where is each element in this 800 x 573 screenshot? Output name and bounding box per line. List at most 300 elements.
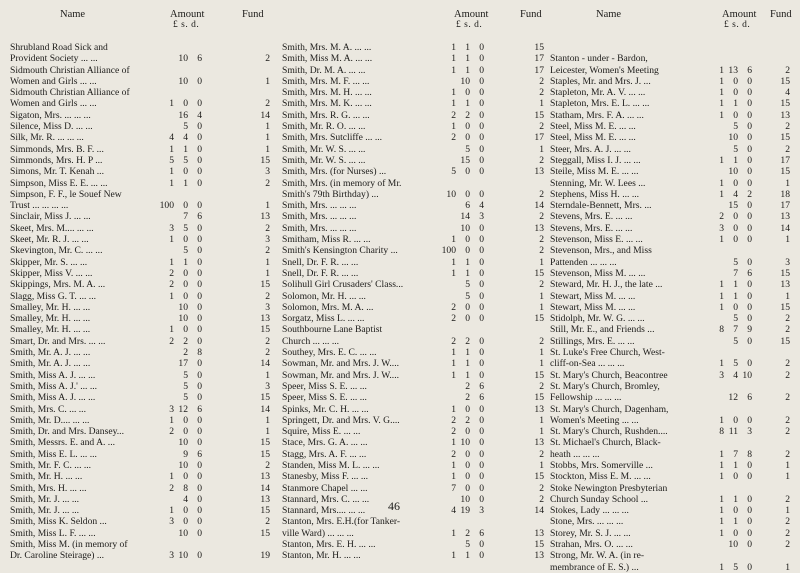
amount-pence: 0 (197, 459, 202, 471)
entry-name: St. Mary's Church, Beacontree (550, 369, 668, 381)
amount-shillings: 10 (460, 222, 470, 234)
amount-pounds: 3 (169, 403, 174, 415)
entry-row (282, 290, 544, 302)
fund-number: 2 (539, 380, 544, 392)
amount-pounds: 1 (169, 177, 174, 189)
amount-pounds: 1 (719, 493, 724, 505)
entry-name: Stephens, Miss H. ... ... (550, 188, 640, 200)
amount-pence: 0 (197, 414, 202, 426)
fund-number: 13 (534, 166, 544, 178)
amount-pence: 0 (747, 211, 752, 223)
amount-pence: 0 (747, 154, 752, 166)
entry-row (10, 494, 272, 505)
entry-row (550, 313, 790, 324)
entry-row (10, 98, 272, 109)
entry-name: Smith, Mr. W. S. ... ... (282, 154, 366, 166)
amount-shillings: 1 (183, 256, 188, 268)
amount-pounds: 1 (451, 267, 456, 279)
amount-pounds: 1 (719, 154, 724, 166)
fund-number: 17 (534, 53, 544, 65)
amount-shillings: 15 (728, 200, 738, 212)
amount-pence: 0 (479, 290, 484, 302)
entry-name: Stannard, Mrs. C. ... ... (282, 493, 370, 505)
entry-row (550, 381, 790, 392)
amount-shillings: 0 (733, 234, 738, 246)
entry-name: Pattenden ... ... ... (550, 256, 617, 268)
amount-shillings: 2 (465, 527, 470, 539)
fund-number: 1 (539, 143, 544, 155)
amount-shillings: 5 (465, 143, 470, 155)
entry-row (10, 347, 272, 358)
entry-name: Storey, Mr. S. J. ... ... (550, 527, 631, 539)
entry-name: Stokes, Lady ... ... ... (550, 505, 629, 517)
entry-row (10, 460, 272, 471)
entry-name: Smith, Miss E. L. ... ... (10, 448, 97, 460)
amount-pence: 0 (479, 369, 484, 381)
amount-shillings: 5 (465, 290, 470, 302)
amount-pence: 0 (479, 222, 484, 234)
amount-shillings: 1 (465, 550, 470, 562)
entry-row (282, 121, 544, 133)
entry-name: Simpson, F. F., le Souef New (10, 188, 122, 200)
entry-row (550, 110, 790, 121)
entry-name: Sterndale-Bennett, Mrs. ... (550, 200, 652, 212)
fund-number: 13 (534, 403, 544, 415)
amount-pence: 0 (197, 516, 202, 528)
amount-shillings: 0 (465, 426, 470, 438)
entry-row (550, 211, 790, 222)
fund-number: 2 (265, 53, 270, 65)
entry-row (10, 257, 272, 268)
entry-name: St. Mary's Church, Rushden.... (550, 426, 668, 438)
header-amount: Amount (722, 9, 757, 20)
entry-row (10, 550, 272, 561)
entry-row (550, 257, 790, 268)
entry-row (282, 166, 544, 178)
entry-name: Smalley, Mr. H. ... ... (10, 324, 91, 336)
entry-row (10, 211, 272, 222)
entry-row (282, 539, 544, 551)
amount-shillings: 5 (733, 313, 738, 325)
entry-row (550, 539, 790, 550)
amount-shillings: 1 (183, 177, 188, 189)
amount-pounds: 8 (719, 324, 724, 336)
fund-number: 1 (265, 121, 270, 133)
entry-name: Sowman, Mr. and Mrs. J. W.... (282, 358, 399, 370)
amount-pence: 0 (747, 505, 752, 517)
amount-pounds: 8 (719, 426, 724, 438)
entry-row (10, 291, 272, 302)
amount-pence: 0 (747, 290, 752, 302)
amount-shillings: 2 (183, 347, 188, 359)
fund-number: 15 (534, 267, 544, 279)
amount-shillings: 1 (465, 369, 470, 381)
amount-shillings: 10 (178, 550, 188, 562)
amount-pence: 0 (197, 143, 202, 155)
fund-number: 15 (534, 42, 544, 53)
amount-pence: 0 (197, 369, 202, 381)
entry-row (550, 358, 790, 369)
amount-pence: 0 (747, 132, 752, 144)
entry-name: Speer, Miss S. E. ... ... (282, 380, 367, 392)
entry-row (10, 404, 272, 415)
amount-pence: 0 (747, 471, 752, 483)
amount-shillings: 2 (183, 335, 188, 347)
entry-name: membrance of E. S.) ... (550, 561, 639, 573)
amount-pence: 2 (747, 188, 752, 200)
entry-name: Steward, Mr. H. J., the late ... (550, 279, 663, 291)
amount-pence: 0 (197, 132, 202, 144)
fund-number: 2 (539, 482, 544, 494)
amount-shillings: 1 (733, 279, 738, 291)
entry-name: Stone, Mrs. ... ... ... (550, 516, 624, 528)
amount-pence: 0 (479, 358, 484, 370)
amount-pounds: 1 (451, 358, 456, 370)
amount-pounds: 1 (719, 177, 724, 189)
entry-name: Smart, Dr. and Mrs. ... ... (10, 335, 106, 347)
header-amount: Amount (454, 9, 489, 20)
amount-shillings: 0 (465, 471, 470, 483)
entry-name: Steer, Mrs. A. J. ... ... (550, 143, 631, 155)
amount-pounds: 2 (719, 211, 724, 223)
fund-number: 15 (780, 301, 790, 313)
fund-number: 2 (785, 539, 790, 551)
amount-shillings: 2 (465, 335, 470, 347)
amount-pence: 0 (479, 42, 484, 53)
fund-number: 1 (265, 75, 270, 87)
page-number: 46 (388, 499, 400, 513)
entry-name: Stevenson, Miss E. ... ... (550, 234, 643, 246)
entry-name: Shrubland Road Sick and (10, 42, 108, 53)
entry-name: Stevens, Mrs. E. ... ... (550, 211, 633, 223)
entry-name: Stannard, Mrs.... ... ... (282, 505, 366, 517)
entry-row (282, 313, 544, 325)
entry-name: Sinclair, Miss J. ... ... (10, 211, 91, 223)
fund-number: 2 (785, 493, 790, 505)
amount-pounds: 3 (169, 222, 174, 234)
amount-pence: 0 (747, 358, 752, 370)
amount-shillings: 10 (178, 53, 188, 65)
fund-number: 15 (780, 75, 790, 87)
entry-row (550, 234, 790, 245)
fund-number: 1 (539, 426, 544, 438)
fund-number: 2 (539, 448, 544, 460)
fund-number: 3 (265, 234, 270, 246)
fund-number: 14 (534, 505, 544, 517)
fund-number: 2 (539, 211, 544, 223)
fund-number: 1 (265, 267, 270, 279)
amount-pounds: 1 (451, 471, 456, 483)
amount-shillings: 0 (183, 166, 188, 178)
fund-number: 2 (785, 392, 790, 404)
amount-pounds: 1 (169, 324, 174, 336)
fund-number: 13 (780, 109, 790, 121)
entry-name: Leicester, Women's Meeting (550, 64, 659, 76)
entry-name: Steel, Miss M. E. ... ... (550, 132, 636, 144)
amount-pence: 0 (479, 75, 484, 87)
amount-pence: 0 (197, 234, 202, 246)
amount-pence: 6 (747, 267, 752, 279)
amount-shillings: 0 (183, 279, 188, 291)
amount-pence: 9 (747, 324, 752, 336)
entry-row (10, 279, 272, 290)
amount-pence: 0 (197, 324, 202, 336)
fund-number: 13 (260, 493, 270, 505)
entry-row (282, 143, 544, 155)
entry-row (550, 562, 790, 573)
amount-pence: 0 (197, 154, 202, 166)
entry-name: Stockton, Miss E. M. ... ... (550, 471, 651, 483)
entry-row (282, 154, 544, 166)
fund-number: 14 (260, 358, 270, 370)
entry-name: Smith, Miss M. A. ... ... (282, 53, 373, 65)
amount-shillings: 0 (183, 98, 188, 110)
fund-number: 1 (265, 414, 270, 426)
entry-name: Skevington, Mr. C. ... ... (10, 245, 103, 257)
fund-number: 19 (260, 550, 270, 562)
amount-shillings: 10 (178, 459, 188, 471)
entry-row (10, 110, 272, 121)
amount-shillings: 1 (733, 516, 738, 528)
entry-name: Spinks, Mr. C. H. ... ... (282, 403, 369, 415)
entry-name: Statham, Mrs. F. A. ... ... (550, 109, 644, 121)
entry-name: Smith, Mr. D.... ... ... (10, 414, 90, 426)
fund-number: 2 (785, 121, 790, 133)
entry-name: Dr. Caroline Steirage) ... (10, 550, 105, 562)
amount-shillings: 1 (733, 98, 738, 110)
fund-number: 17 (534, 132, 544, 144)
entry-name: Smith, Miss K. Seldon ... (10, 516, 107, 528)
entry-row (10, 471, 272, 482)
amount-shillings: 0 (183, 516, 188, 528)
amount-pence: 0 (197, 426, 202, 438)
entry-name: Smith, Miss A. J. ... ... (10, 392, 96, 404)
amount-pence: 0 (479, 403, 484, 415)
amount-shillings: 1 (733, 154, 738, 166)
amount-pence: 0 (197, 222, 202, 234)
amount-shillings: 0 (465, 188, 470, 200)
amount-shillings: 2 (465, 414, 470, 426)
amount-pounds: 1 (719, 459, 724, 471)
entry-row (550, 370, 790, 381)
entry-row (282, 211, 544, 223)
entry-row (10, 200, 272, 211)
amount-shillings: 10 (728, 166, 738, 178)
amount-pence: 0 (747, 98, 752, 110)
amount-pounds: 1 (169, 505, 174, 517)
entry-name: St. Mary's Church, Dagenham, (550, 403, 669, 415)
header-lsd: £ s. d. (456, 20, 483, 30)
entry-name: Strong, Mr. W. A. (in re- (550, 550, 645, 562)
amount-shillings: 5 (183, 380, 188, 392)
amount-pence: 0 (747, 177, 752, 189)
fund-number: 2 (785, 143, 790, 155)
amount-pounds: 1 (451, 234, 456, 246)
amount-shillings: 5 (733, 561, 738, 573)
entry-row (550, 528, 790, 539)
entry-row (550, 550, 790, 561)
entry-row (282, 53, 544, 65)
entry-name: Church ... ... ... (282, 335, 340, 347)
fund-number: 2 (539, 493, 544, 505)
fund-number: 15 (260, 392, 270, 404)
entry-name: Stewart, Miss M. ... ... (550, 290, 636, 302)
entry-row (282, 256, 544, 268)
entry-name: Fellowship ... ... ... (550, 392, 622, 404)
amount-shillings: 4 (183, 493, 188, 505)
amount-pence: 0 (747, 234, 752, 246)
entry-name: Smith, Mrs. M. F. ... ... (282, 75, 370, 87)
amount-shillings: 0 (183, 234, 188, 246)
amount-pounds: 1 (451, 42, 456, 53)
entry-name: Skeet, Mrs. M.... ... ... (10, 222, 94, 234)
entry-row (10, 313, 272, 324)
entry-row (550, 189, 790, 200)
fund-number: 13 (260, 313, 270, 325)
entry-name: St. Michael's Church, Black- (550, 437, 661, 449)
entry-row (10, 324, 272, 335)
column-header-2 (282, 0, 540, 40)
entry-row (10, 166, 272, 177)
amount-pence: 6 (747, 64, 752, 76)
entry-row (282, 245, 544, 257)
entry-name: Smith, Mrs. (in memory of Mr. (282, 177, 402, 189)
entry-name: Springett, Dr. and Mrs. V. G.... (282, 414, 400, 426)
amount-pounds: 1 (719, 64, 724, 76)
fund-number: 15 (260, 279, 270, 291)
fund-number: 17 (780, 154, 790, 166)
entry-row (550, 415, 790, 426)
entry-name: Steile, Miss M. E. ... ... (550, 166, 639, 178)
amount-shillings: 0 (183, 426, 188, 438)
amount-pence: 0 (197, 527, 202, 539)
header-name: Name (60, 9, 86, 20)
amount-pence: 0 (747, 200, 752, 212)
amount-pence: 6 (479, 380, 484, 392)
amount-pence: 0 (197, 392, 202, 404)
amount-pence: 0 (197, 505, 202, 517)
entry-name: Snell, Dr. F. R. ... ... (282, 256, 359, 268)
amount-shillings: 0 (465, 459, 470, 471)
entry-row (282, 516, 540, 527)
fund-number: 3 (785, 256, 790, 268)
fund-number: 2 (265, 347, 270, 359)
amount-pence: 0 (479, 426, 484, 438)
entry-row (282, 109, 544, 121)
entry-row (550, 449, 790, 460)
fund-number: 4 (785, 87, 790, 99)
amount-pence: 0 (747, 109, 752, 121)
entry-row (10, 132, 272, 143)
amount-pounds: 2 (451, 301, 456, 313)
amount-pounds: 2 (169, 279, 174, 291)
entry-row (550, 437, 790, 448)
amount-pounds: 1 (451, 369, 456, 381)
amount-pounds: 100 (441, 245, 456, 257)
entry-row (550, 471, 790, 482)
entry-name: Simmonds, Mrs. B. F. ... (10, 143, 104, 155)
amount-pence: 0 (479, 166, 484, 178)
amount-pence: 0 (197, 98, 202, 110)
entry-row (550, 291, 790, 302)
amount-pounds: 1 (169, 290, 174, 302)
fund-number: 13 (780, 211, 790, 223)
amount-shillings: 0 (183, 471, 188, 483)
amount-shillings: 1 (465, 256, 470, 268)
amount-shillings: 15 (460, 154, 470, 166)
entry-row (550, 245, 790, 256)
amount-shillings: 5 (183, 392, 188, 404)
entry-name: Simons, Mr. T. Kenah ... (10, 166, 104, 178)
entry-row (10, 178, 272, 189)
entry-row (282, 459, 544, 471)
entry-row (10, 516, 272, 527)
entry-row (550, 65, 790, 76)
entry-row (282, 222, 544, 234)
fund-number: 1 (539, 256, 544, 268)
fund-number: 1 (539, 98, 544, 110)
entry-name: Skipper, Mr. S. ... ... (10, 256, 88, 268)
entry-name: Smith, Mrs. M. H. ... ... (282, 87, 372, 99)
entry-name: Simmonds, Mrs. H. P ... (10, 154, 103, 166)
header-lsd: £ s. d. (173, 20, 200, 30)
entry-row (550, 132, 790, 143)
entry-name: Smith, Mr. A. J. ... ... (10, 347, 91, 359)
entry-name: Sigaton, Mrs. ... ... ... (10, 109, 91, 121)
amount-pence: 0 (747, 516, 752, 528)
amount-pounds: 3 (169, 550, 174, 562)
entry-name: Sowman, Mr. and Mrs. J. W.... (282, 369, 399, 381)
fund-number: 1 (265, 143, 270, 155)
amount-shillings: 0 (465, 234, 470, 246)
fund-number: 14 (260, 109, 270, 121)
amount-pence: 0 (197, 121, 202, 133)
entry-name: Sidmouth Christian Alliance of (10, 64, 130, 76)
fund-number: 2 (785, 313, 790, 325)
fund-number: 2 (539, 245, 544, 257)
amount-pence: 0 (747, 493, 752, 505)
entry-row (10, 234, 272, 245)
fund-number: 18 (780, 188, 790, 200)
entry-row (282, 527, 544, 539)
amount-pence: 0 (479, 109, 484, 121)
entries-column-1 (10, 42, 272, 562)
amount-pence: 3 (747, 426, 752, 438)
amount-shillings: 0 (733, 75, 738, 87)
amount-shillings: 0 (183, 414, 188, 426)
amount-pence: 0 (479, 301, 484, 313)
amount-pence: 4 (479, 200, 484, 212)
fund-number: 1 (539, 358, 544, 370)
amount-shillings: 19 (460, 505, 470, 517)
fund-number: 1 (539, 459, 544, 471)
fund-number: 2 (785, 448, 790, 460)
entry-row (282, 505, 544, 517)
entry-name: Smith, Miss L. F. ... ... (10, 527, 96, 539)
entry-name: Smith, Mr. J. ... ... (10, 493, 80, 505)
entry-row (10, 336, 272, 347)
fund-number: 13 (260, 211, 270, 223)
amount-pence: 0 (197, 301, 202, 313)
entry-name: Smith, Mr. J. ... ... (10, 505, 80, 517)
entry-row (282, 437, 544, 449)
amount-pence: 0 (479, 335, 484, 347)
amount-shillings: 10 (178, 527, 188, 539)
entry-name: Stanton - under - Bardon, (550, 53, 648, 65)
amount-pounds: 5 (451, 166, 456, 178)
amount-shillings: 1 (733, 459, 738, 471)
amount-shillings: 10 (728, 539, 738, 551)
